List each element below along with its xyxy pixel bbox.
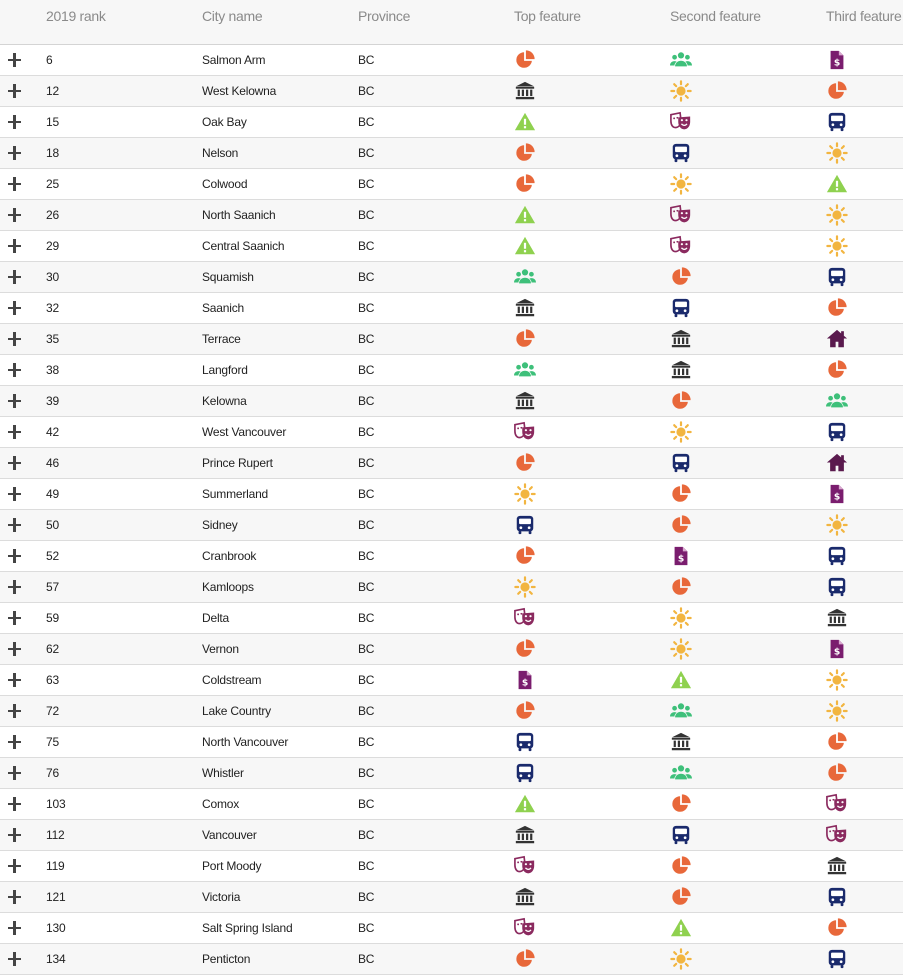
expand-row-button[interactable]: [8, 859, 22, 873]
bus-icon: [826, 576, 848, 598]
table-row: [0, 572, 903, 603]
province-cell: BC: [358, 704, 375, 718]
table-row: [0, 386, 903, 417]
city-cell: Oak Bay: [202, 115, 247, 129]
svg-text:$: $: [833, 491, 841, 503]
province-cell: BC: [358, 890, 375, 904]
province-cell: BC: [358, 456, 375, 470]
province-cell: BC: [358, 53, 375, 67]
expand-row-button[interactable]: [8, 270, 22, 284]
bus-icon: [670, 824, 692, 846]
theatre-masks-icon: [514, 917, 536, 939]
pie-chart-icon: [670, 855, 692, 877]
pie-chart-icon: [670, 514, 692, 536]
theatre-masks-icon: [826, 824, 848, 846]
city-cell: Delta: [202, 611, 230, 625]
city-cell: Saanich: [202, 301, 244, 315]
province-cell: BC: [358, 208, 375, 222]
expand-row-button[interactable]: [8, 487, 22, 501]
province-cell: BC: [358, 115, 375, 129]
rank-cell: 59: [46, 611, 59, 625]
bus-icon: [826, 111, 848, 133]
table-row: [0, 262, 903, 293]
expand-row-button[interactable]: [8, 425, 22, 439]
table-row: [0, 324, 903, 355]
people-icon: [826, 390, 848, 412]
money-document-icon: [670, 545, 692, 567]
city-cell: Kelowna: [202, 394, 247, 408]
sun-icon: [670, 948, 692, 970]
sun-icon: [826, 669, 848, 691]
bus-icon: [826, 886, 848, 908]
bank-building-icon: [514, 80, 536, 102]
table-row: [0, 727, 903, 758]
province-cell: BC: [358, 673, 375, 687]
province-cell: BC: [358, 146, 375, 160]
expand-row-button[interactable]: [8, 456, 22, 470]
province-cell: BC: [358, 177, 375, 191]
rank-cell: 75: [46, 735, 59, 749]
header-second-feature[interactable]: Second feature: [670, 8, 761, 24]
table-row: [0, 169, 903, 200]
table-row: [0, 293, 903, 324]
table-header: [0, 0, 903, 45]
sun-icon: [826, 514, 848, 536]
bus-icon: [826, 948, 848, 970]
province-cell: BC: [358, 487, 375, 501]
sun-icon: [826, 142, 848, 164]
pie-chart-icon: [826, 762, 848, 784]
rank-cell: 103: [46, 797, 66, 811]
money-document-icon: [826, 483, 848, 505]
bus-icon: [514, 762, 536, 784]
bank-building-icon: [514, 886, 536, 908]
table-row: [0, 200, 903, 231]
bank-building-icon: [514, 824, 536, 846]
rank-cell: 35: [46, 332, 59, 346]
pie-chart-icon: [826, 917, 848, 939]
pie-chart-icon: [514, 700, 536, 722]
expand-row-button[interactable]: [8, 890, 22, 904]
pie-chart-icon: [826, 297, 848, 319]
rank-cell: 63: [46, 673, 59, 687]
sun-icon: [670, 80, 692, 102]
city-cell: Victoria: [202, 890, 241, 904]
rank-cell: 49: [46, 487, 59, 501]
pie-chart-icon: [670, 390, 692, 412]
rank-cell: 50: [46, 518, 59, 532]
money-document-icon: [514, 669, 536, 691]
rank-cell: 38: [46, 363, 59, 377]
table-row: [0, 851, 903, 882]
city-cell: Salmon Arm: [202, 53, 266, 67]
province-cell: BC: [358, 797, 375, 811]
pie-chart-icon: [670, 793, 692, 815]
province-cell: BC: [358, 239, 375, 253]
city-cell: Squamish: [202, 270, 254, 284]
expand-row-button[interactable]: [8, 177, 22, 191]
theatre-masks-icon: [670, 235, 692, 257]
province-cell: BC: [358, 84, 375, 98]
house-icon: [826, 328, 848, 350]
province-cell: BC: [358, 611, 375, 625]
rank-cell: 46: [46, 456, 59, 470]
bank-building-icon: [514, 297, 536, 319]
bank-building-icon: [514, 390, 536, 412]
sun-icon: [670, 638, 692, 660]
province-cell: BC: [358, 921, 375, 935]
table-row: [0, 758, 903, 789]
people-icon: [514, 359, 536, 381]
province-cell: BC: [358, 425, 375, 439]
bus-icon: [514, 731, 536, 753]
province-cell: BC: [358, 642, 375, 656]
warning-icon: [514, 204, 536, 226]
pie-chart-icon: [670, 886, 692, 908]
pie-chart-icon: [670, 576, 692, 598]
pie-chart-icon: [514, 49, 536, 71]
city-cell: Langford: [202, 363, 248, 377]
bus-icon: [670, 452, 692, 474]
province-cell: BC: [358, 301, 375, 315]
table-row: [0, 603, 903, 634]
money-document-icon: [826, 49, 848, 71]
people-icon: [670, 700, 692, 722]
expand-row-button[interactable]: [8, 952, 22, 966]
expand-row-button[interactable]: [8, 115, 22, 129]
pie-chart-icon: [514, 328, 536, 350]
table-row: [0, 45, 903, 76]
province-cell: BC: [358, 394, 375, 408]
warning-icon: [514, 111, 536, 133]
warning-icon: [514, 793, 536, 815]
expand-row-button[interactable]: [8, 549, 22, 563]
city-cell: Port Moody: [202, 859, 262, 873]
city-cell: Whistler: [202, 766, 244, 780]
expand-row-button[interactable]: [8, 673, 22, 687]
table-row: [0, 789, 903, 820]
pie-chart-icon: [670, 266, 692, 288]
sun-icon: [826, 204, 848, 226]
city-cell: Cranbrook: [202, 549, 257, 563]
pie-chart-icon: [826, 731, 848, 753]
theatre-masks-icon: [826, 793, 848, 815]
warning-icon: [826, 173, 848, 195]
table-row: [0, 479, 903, 510]
table-row: [0, 541, 903, 572]
table-row: [0, 107, 903, 138]
table-row: [0, 510, 903, 541]
rank-cell: 18: [46, 146, 59, 160]
city-cell: Sidney: [202, 518, 238, 532]
province-cell: BC: [358, 766, 375, 780]
rank-cell: 134: [46, 952, 66, 966]
province-cell: BC: [358, 332, 375, 346]
pie-chart-icon: [514, 142, 536, 164]
pie-chart-icon: [514, 452, 536, 474]
table-row: [0, 944, 903, 975]
bus-icon: [826, 421, 848, 443]
header-third-feature[interactable]: Third feature: [826, 8, 902, 24]
province-cell: BC: [358, 363, 375, 377]
theatre-masks-icon: [514, 855, 536, 877]
city-cell: West Kelowna: [202, 84, 277, 98]
city-cell: Colwood: [202, 177, 248, 191]
rank-cell: 29: [46, 239, 59, 253]
rank-cell: 15: [46, 115, 59, 129]
table-body: [0, 45, 903, 975]
expand-row-button[interactable]: [8, 580, 22, 594]
city-cell: Vancouver: [202, 828, 257, 842]
city-cell: Central Saanich: [202, 239, 285, 253]
rank-cell: 32: [46, 301, 59, 315]
sun-icon: [826, 700, 848, 722]
expand-row-button[interactable]: [8, 797, 22, 811]
province-cell: BC: [358, 549, 375, 563]
sun-icon: [826, 235, 848, 257]
header-rank[interactable]: 2019 rank: [46, 8, 106, 24]
rank-cell: 42: [46, 425, 59, 439]
warning-icon: [514, 235, 536, 257]
bus-icon: [826, 266, 848, 288]
province-cell: BC: [358, 580, 375, 594]
rank-cell: 39: [46, 394, 59, 408]
expand-row-button[interactable]: [8, 518, 22, 532]
rank-cell: 25: [46, 177, 59, 191]
table-row: [0, 913, 903, 944]
sun-icon: [670, 173, 692, 195]
province-cell: BC: [358, 735, 375, 749]
table-row: [0, 231, 903, 262]
people-icon: [670, 49, 692, 71]
table-row: [0, 355, 903, 386]
rank-cell: 121: [46, 890, 66, 904]
sun-icon: [514, 576, 536, 598]
pie-chart-icon: [826, 80, 848, 102]
svg-text:$: $: [833, 57, 841, 69]
pie-chart-icon: [826, 359, 848, 381]
pie-chart-icon: [670, 483, 692, 505]
city-cell: West Vancouver: [202, 425, 287, 439]
table-row: [0, 882, 903, 913]
expand-row-button[interactable]: [8, 146, 22, 160]
province-cell: BC: [358, 828, 375, 842]
province-cell: BC: [358, 518, 375, 532]
city-cell: Lake Country: [202, 704, 271, 718]
city-cell: Penticton: [202, 952, 251, 966]
header-top-feature[interactable]: Top feature: [514, 8, 581, 24]
svg-text:$: $: [677, 553, 685, 565]
expand-row-button[interactable]: [8, 239, 22, 253]
rank-cell: 76: [46, 766, 59, 780]
city-cell: Prince Rupert: [202, 456, 273, 470]
sun-icon: [514, 483, 536, 505]
pie-chart-icon: [514, 545, 536, 567]
people-icon: [670, 762, 692, 784]
bus-icon: [670, 142, 692, 164]
theatre-masks-icon: [514, 607, 536, 629]
city-cell: Terrace: [202, 332, 241, 346]
city-cell: Kamloops: [202, 580, 254, 594]
people-icon: [514, 266, 536, 288]
table-row: [0, 138, 903, 169]
money-document-icon: [826, 638, 848, 660]
warning-icon: [670, 917, 692, 939]
province-cell: BC: [358, 859, 375, 873]
table-row: [0, 76, 903, 107]
bus-icon: [670, 297, 692, 319]
header-province[interactable]: Province: [358, 8, 411, 24]
sun-icon: [670, 607, 692, 629]
city-cell: Salt Spring Island: [202, 921, 293, 935]
expand-row-button[interactable]: [8, 363, 22, 377]
house-icon: [826, 452, 848, 474]
table-row: [0, 417, 903, 448]
rank-cell: 6: [46, 53, 53, 67]
rank-cell: 30: [46, 270, 59, 284]
table-row: [0, 665, 903, 696]
bank-building-icon: [670, 359, 692, 381]
city-cell: Vernon: [202, 642, 239, 656]
svg-text:$: $: [833, 646, 841, 658]
rank-cell: 130: [46, 921, 66, 935]
expand-row-button[interactable]: [8, 921, 22, 935]
province-cell: BC: [358, 952, 375, 966]
bus-icon: [514, 514, 536, 536]
table-row: [0, 696, 903, 727]
theatre-masks-icon: [670, 204, 692, 226]
city-cell: Summerland: [202, 487, 269, 501]
bank-building-icon: [826, 855, 848, 877]
expand-row-button[interactable]: [8, 766, 22, 780]
rank-cell: 72: [46, 704, 59, 718]
pie-chart-icon: [514, 638, 536, 660]
header-city[interactable]: City name: [202, 8, 263, 24]
rank-cell: 52: [46, 549, 59, 563]
warning-icon: [670, 669, 692, 691]
expand-row-button[interactable]: [8, 332, 22, 346]
table-row: [0, 448, 903, 479]
expand-row-button[interactable]: [8, 394, 22, 408]
province-cell: BC: [358, 270, 375, 284]
rank-cell: 112: [46, 828, 65, 842]
city-cell: Comox: [202, 797, 240, 811]
expand-row-button[interactable]: [8, 611, 22, 625]
expand-row-button[interactable]: [8, 828, 22, 842]
rank-cell: 12: [46, 84, 59, 98]
bank-building-icon: [670, 328, 692, 350]
table-row: [0, 820, 903, 851]
bank-building-icon: [826, 607, 848, 629]
table-row: [0, 634, 903, 665]
rank-cell: 26: [46, 208, 59, 222]
city-cell: North Vancouver: [202, 735, 289, 749]
bus-icon: [826, 545, 848, 567]
sun-icon: [670, 421, 692, 443]
expand-row-button[interactable]: [8, 53, 22, 67]
pie-chart-icon: [514, 948, 536, 970]
theatre-masks-icon: [514, 421, 536, 443]
expand-row-button[interactable]: [8, 301, 22, 315]
rank-cell: 119: [46, 859, 65, 873]
city-cell: Nelson: [202, 146, 239, 160]
expand-row-button[interactable]: [8, 208, 22, 222]
expand-row-button[interactable]: [8, 704, 22, 718]
city-cell: Coldstream: [202, 673, 262, 687]
svg-text:$: $: [521, 677, 529, 689]
expand-row-button[interactable]: [8, 84, 22, 98]
pie-chart-icon: [514, 173, 536, 195]
theatre-masks-icon: [670, 111, 692, 133]
rank-cell: 57: [46, 580, 59, 594]
expand-row-button[interactable]: [8, 735, 22, 749]
rank-cell: 62: [46, 642, 59, 656]
expand-row-button[interactable]: [8, 642, 22, 656]
bank-building-icon: [670, 731, 692, 753]
city-cell: North Saanich: [202, 208, 276, 222]
